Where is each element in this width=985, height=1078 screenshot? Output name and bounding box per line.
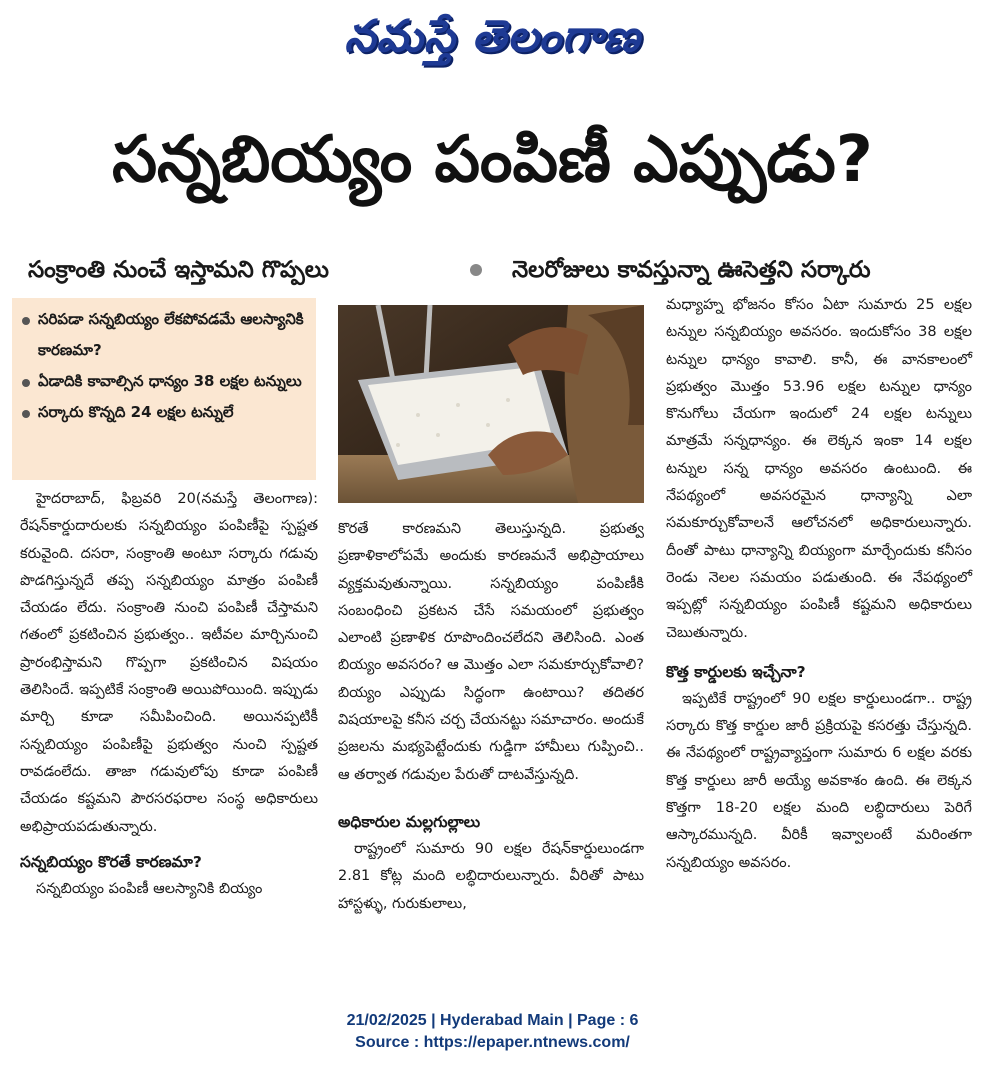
headline: సన్నబియ్యం పంపిణీ ఎప్పుడు?: [112, 123, 873, 197]
bullet-dot-icon: [470, 264, 482, 276]
highlight-item: సర్కారు కొన్నది 24 లక్షల టన్నులే: [22, 397, 310, 428]
photo-illustration: [338, 305, 644, 503]
section-heading: కొత్త కార్డులకు ఇచ్చేనా?: [666, 662, 806, 681]
footer-source-link[interactable]: Source : https://epaper.ntnews.com/: [355, 1034, 630, 1051]
highlight-item: సరిపడా సన్నబియ్యం లేకపోవడమే ఆలస్యానికి కారణమా?: [22, 304, 310, 366]
masthead-logo: నమస్తే తెలంగాణ: [344, 11, 641, 62]
paragraph: సన్నబియ్యం పంపిణీ ఆలస్యానికి బియ్యం: [36, 880, 263, 897]
footer-date-line: 21/02/2025 | Hyderabad Main | Page : 6: [346, 1012, 639, 1029]
section-heading: అధికారుల మల్లగుల్లాలు: [338, 812, 481, 831]
paragraph: హైదరాబాద్, ఫిబ్రవరి 20(నమస్తే తెలంగాణ): రేషన్‌కార్డుదారులకు సన్నబియ్యం పంపిణీపై స్పష్టత కరువైంది. దసరా, సంక్రాంతి అంటూ సర్కారు గడువు పొడగిస్తున్నదే తప్ప సన్నబియ్యం మాత్రం పంపిణీ చేయడం లేదు. సంక్రాంతి నుంచి పంపిణీ చేస్తామని గతంలో ప్రకటించిన ప్రభుత్వం.. ఇటీవల మార్చినుంచి ప్రారంభిస్తామని గొప్పగా ప్రకటించిన విషయం తెలిసిందే. ఇప్పటికే సంక్రాంతి అయిపోయింది. ఇప్పుడు మార్చి కూడా సమీపించింది. అయినప్పటికీ సన్నబియ్యం పంపిణీపై ప్రభుత్వం నుంచి స్పష్టత రావడంలేదు. తాజా గడువులోపు కూడా పంపిణీ చేయడం కష్టమని పౌరసరఫరాల సంస్థ అధికారులు అభిప్రాయపడుతున్నారు.: [20, 491, 318, 835]
paragraph: మధ్యాహ్న భోజనం కోసం ఏటా సుమారు 25 లక్షల టన్నుల సన్నబియ్యం అవసరం. ఇందుకోసం 38 లక్షల టన్నుల ధాన్యం కావాలి. కానీ, ఈ వానకాలంలో ప్రభుత్వం మొత్తం 53.96 లక్షల టన్నుల ధాన్యం కొనుగోలు చేయగా ఇందులో 24 లక్షల టన్నులు మాత్రమే సన్నధాన్యం. ఈ లెక్కన ఇంకా 14 లక్షల టన్నుల సన్న ధాన్యం అవసరం ఉంటుంది. ఈ నేపథ్యంలో అవసరమైన ధాన్యాన్ని ఎలా సమకూర్చుకోవాలనే ఆలోచనలో అధికారులున్నారు. దీంతో పాటు ధాన్యాన్ని బియ్యంగా మార్చేందుకు కనీసం రెండు నెలల సమయం పడుతుంది. ఈ నేపథ్యంలో ఇప్పట్లో సన్నబియ్యం పంపిణీ కష్టమని అధికారులు చెబుతున్నారు.: [666, 297, 972, 641]
paragraph: కొరతే కారణమని తెలుస్తున్నది. ప్రభుత్వ ప్రణాళికాలోపమే అందుకు కారణమనే అభిప్రాయాలు వ్యక్తమవుతున్నాయి. సన్నబియ్యం పంపిణీకి సంబంధించి ప్రకటన చేసే సమయంలో ప్రభుత్వం ఎలాంటి ప్రణాళిక రూపొందించలేదని తెలిసింది. ఎంత బియ్యం అవసరం? ఆ మొత్తం ఎలా సమకూర్చుకోవాలి? బియ్యం ఎప్పుడు సిద్ధంగా ఉంటాయి? తదితర విషయాలపై కనీస చర్చ చేయనట్టు సమాచారం. అందుకే ప్రజలను మభ్యపెట్టేందుకు గుడ్డిగా హామీలు గుప్పించి.. ఆ తర్వాత గడువుల పేరుతో దాటవేస్తున్నది.: [338, 521, 644, 783]
masthead: [0, 6, 985, 68]
paragraph: ఇప్పటికే రాష్ట్రంలో 90 లక్షల కార్డులుండగా.. రాష్ట్ర సర్కారు కొత్త కార్డుల జారీ ప్రక్రియపై కసరత్తు చేస్తున్నది. ఈ నేపథ్యంలో రాష్ట్రవ్యాప్తంగా సుమారు 6 లక్షల వరకు కొత్త కార్డులు జారీ అయ్యే అవకాశం ఉంది. ఈ లెక్కన కొత్తగా 18-20 లక్షల మంది లబ్ధిదారులు పెరిగే ఆస్కారమున్నది. వీరికీ ఇవ్వాలంటే మరింతగా సన్నబియ్యం అవసరం.: [666, 690, 972, 871]
rice-weighing-photo: [338, 305, 644, 503]
footer: [0, 1010, 985, 1054]
highlight-box: [12, 298, 316, 480]
article-column-3: [666, 292, 972, 877]
section-heading: సన్నబియ్యం కొరతే కారణమా?: [20, 852, 202, 871]
article-column-2: [338, 516, 644, 918]
highlight-item: ఏడాదికి కావాల్సిన ధాన్యం 38 లక్షల టన్నులు: [22, 366, 310, 397]
article-column-1: [20, 486, 318, 903]
subheads: [22, 250, 972, 290]
paragraph: రాష్ట్రంలో సుమారు 90 లక్షల రేషన్‌కార్డులుండగా 2.81 కోట్ల మంది లబ్ధిదారులున్నారు. వీరితో పాటు హాస్టళ్ళు, గురుకులాలు,: [338, 840, 644, 912]
subhead-left: సంక్రాంతి నుంచే ఇస్తామని గొప్పలు: [28, 257, 329, 283]
subhead-right: నెలరోజులు కావస్తున్నా ఊసెత్తని సర్కారు: [512, 257, 871, 283]
